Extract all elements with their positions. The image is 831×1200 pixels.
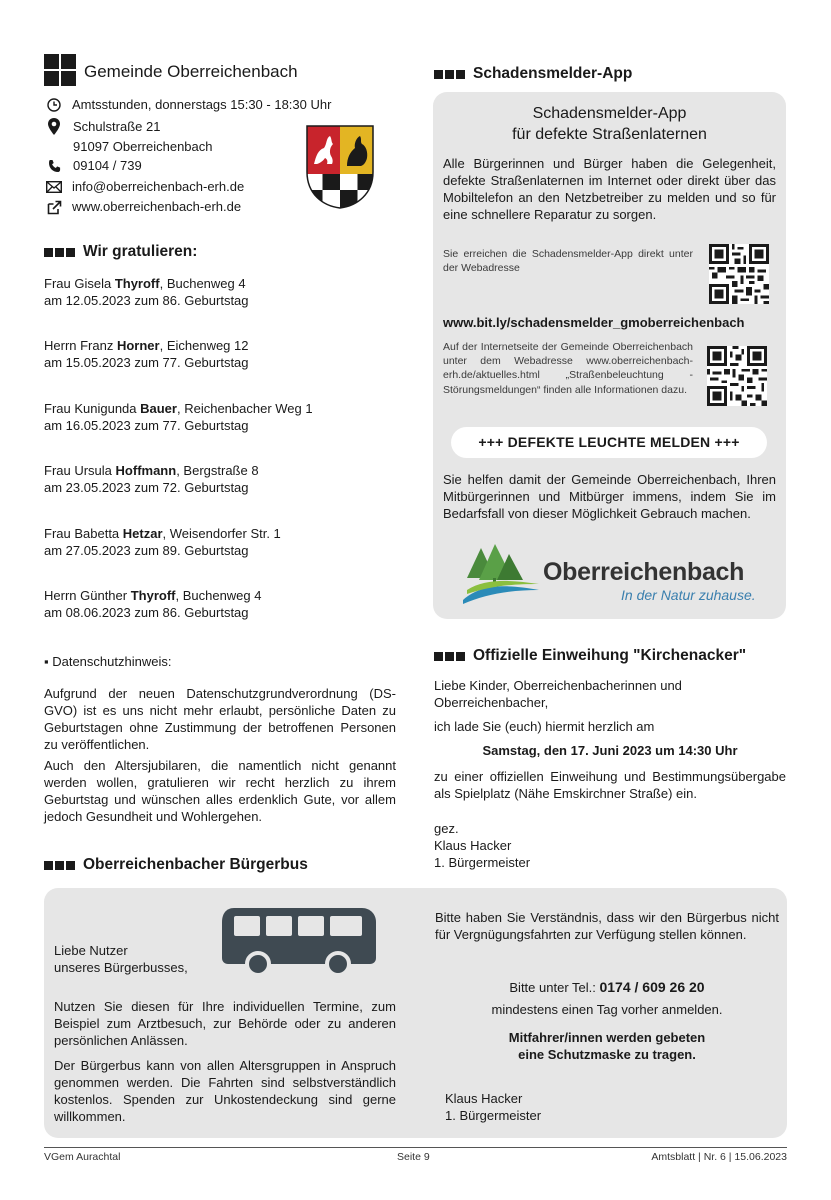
- web-link[interactable]: www.oberreichenbach-erh.de: [72, 199, 242, 214]
- bus-greeting: Liebe Nutzer unseres Bürgerbusses,: [54, 943, 188, 975]
- web-row[interactable]: [46, 199, 241, 216]
- qr-code-1[interactable]: [709, 244, 769, 309]
- privacy-paragraph-1: Aufgrund der neuen Datenschutzgrundverordnung (DS-GVO) ist es uns nicht mehr erlaubt, persönliche Daten zu Geburtstagen ohne Zustimmung der betroffenen Personen zu veröffentlichen.: [44, 686, 396, 752]
- bus-signature: Klaus Hacker 1. Bürgermeister: [445, 1091, 542, 1123]
- bus-phone-note: mindestens einen Tag vorher anmelden.: [491, 1002, 723, 1017]
- footer-right: Amtsblatt | Nr. 6 | 15.06.2023: [651, 1151, 787, 1163]
- app-outro: Sie helfen damit der Gemeinde Oberreichenbach, Ihren Mitbürgerinnen und Mitbürger immens, indem Sie im Bedarfsfall von dieser Möglichkeit Gebrauch machen.: [443, 472, 776, 521]
- app-small-note-2: Auf der Internetseite der Gemeinde Oberreichenbach unter dem Webadresse www.oberreichenbach-erh.de/aktuelles.html „Straßenbeleuchtung - Störungsmeldungen“ finden alle Informationen dazu.: [443, 341, 693, 396]
- app-box-title: Schadensmelder-App für defekte Straßenlaternen: [512, 105, 707, 143]
- section-marker-icon: [434, 70, 467, 79]
- app-box: [433, 92, 786, 619]
- logo-slogan: In der Natur zuhause.: [621, 587, 756, 603]
- app-intro: Alle Bürgerinnen und Bürger haben die Gelegenheit, defekte Straßenlaternen im Internet oder direkt über das Mobiltelefon an den Netzbetreiber zu melden und so für eine schnellere Reparatur zu sorgen.: [443, 156, 776, 222]
- inauguration-heading: Offizielle Einweihung "Kirchenacker": [434, 646, 746, 666]
- external-link-icon: [46, 199, 62, 215]
- list-item: Frau Ursula Hoffmann, Bergstraße 8 am 23.05.2023 zum 72. Geburtstag: [44, 463, 259, 495]
- bus-icon: [220, 906, 380, 976]
- bus-paragraph-1: Nutzen Sie diesen für Ihre individuellen Termine, zum Beispiel zum Arztbesuch, zur Behörde oder zu anderen persönlichen Anlässen.: [54, 999, 396, 1048]
- phone-icon: [46, 158, 62, 174]
- street: Schulstraße 21: [73, 119, 161, 134]
- bus-heading: Oberreichenbacher Bürgerbus: [44, 855, 308, 875]
- oberreichenbach-logo: [461, 544, 761, 610]
- bus-phone-number[interactable]: 0174 / 609 26 20: [599, 979, 705, 995]
- inauguration-body: zu einer offiziellen Einweihung und Bestimmungsübergabe als Spielplatz (Nähe Emskirchner Straße) ein.: [434, 769, 786, 801]
- org-name: Gemeinde Oberreichenbach: [84, 62, 298, 81]
- coat-of-arms: [305, 124, 375, 210]
- congrats-list: [44, 276, 404, 622]
- section-marker-icon: [434, 652, 467, 661]
- location-pin-icon: [46, 118, 62, 134]
- phone-row: [46, 158, 142, 175]
- inauguration-date: Samstag, den 17. Juni 2023 um 14:30 Uhr: [482, 743, 738, 758]
- list-item: Frau Babetta Hetzar, Weisendorfer Str. 1 am 27.05.2023 zum 89. Geburtstag: [44, 526, 281, 558]
- report-defect-button[interactable]: +++ DEFEKTE LEUCHTE MELDEN +++: [451, 427, 767, 458]
- privacy-paragraph-2: Auch den Altersjubilaren, die namentlich nicht genannt werden wollen, gratulieren wir recht herzlich zu ihrem Geburtstag und wünschen alles erdenklich Gute, vor allem jedoch Gesundheit und Wohlergehen.: [44, 758, 396, 824]
- hours-row: [46, 97, 331, 114]
- app-small-note-1: Sie erreichen die Schadensmelder-App direkt unter der Webadresse: [443, 248, 693, 275]
- app-heading: Schadensmelder-App: [434, 64, 632, 84]
- list-item: Frau Gisela Thyroff, Buchenweg 4 am 12.05.2023 zum 86. Geburtstag: [44, 276, 249, 308]
- inauguration-signature: gez. Klaus Hacker 1. Bürgermeister: [434, 821, 531, 870]
- qr-code-2[interactable]: [707, 346, 767, 411]
- list-item: Herrn Günther Thyroff, Buchenweg 4 am 08.06.2023 zum 86. Geburtstag: [44, 588, 262, 620]
- email-row[interactable]: [46, 179, 244, 196]
- landscape-logo-icon: [461, 544, 541, 610]
- clock-icon: [46, 97, 62, 113]
- logo-name: Oberreichenbach: [543, 558, 745, 586]
- bus-box: [44, 888, 787, 1138]
- section-marker-icon: [44, 861, 77, 870]
- congrats-heading: Wir gratulieren:: [44, 242, 197, 262]
- inauguration-invite: ich lade Sie (euch) hiermit herzlich am: [434, 719, 655, 734]
- list-item: Frau Kunigunda Bauer, Reichenbacher Weg 1 am 16.05.2023 zum 77. Geburtstag: [44, 401, 313, 433]
- app-link[interactable]: www.bit.ly/schadensmelder_gmoberreichenbach: [443, 315, 745, 330]
- list-item: Herrn Franz Horner, Eichenweg 12 am 15.05.2023 zum 77. Geburtstag: [44, 338, 249, 370]
- inauguration-greeting: Liebe Kinder, Oberreichenbacherinnen und Oberreichenbacher,: [434, 678, 682, 710]
- footer-left: VGem Aurachtal: [44, 1151, 121, 1163]
- section-marker-icon: [44, 248, 77, 257]
- mail-icon: [46, 179, 62, 195]
- footer-divider: [44, 1147, 787, 1148]
- privacy-heading: ▪ Datenschutzhinweis:: [44, 654, 172, 669]
- bus-phone-line: Bitte unter Tel.: 0174 / 609 26 20: [509, 979, 705, 995]
- office-hours: Amtsstunden, donnerstags 15:30 - 18:30 Uhr: [72, 97, 332, 112]
- page-number: Seite 9: [397, 1151, 430, 1163]
- org-logo-icon: [44, 54, 76, 86]
- email-link[interactable]: info@oberreichenbach-erh.de: [72, 179, 245, 194]
- bus-mask-notice: Mitfahrer/innen werden gebeten eine Schutzmaske zu tragen.: [508, 1030, 706, 1062]
- city: 91097 Oberreichenbach: [73, 139, 213, 154]
- phone-number: 09104 / 739: [73, 158, 142, 173]
- bus-paragraph-2: Der Bürgerbus kann von allen Altersgruppen in Anspruch genommen werden. Die Fahrten sind selbstverständlich kostenlos. Spenden zur Unkostendeckung sind gerne willkommen.: [54, 1058, 396, 1124]
- bus-paragraph-3: Bitte haben Sie Verständnis, dass wir den Bürgerbus nicht für Vergnügungsfahrten zur Verfügung stellen können.: [435, 910, 779, 942]
